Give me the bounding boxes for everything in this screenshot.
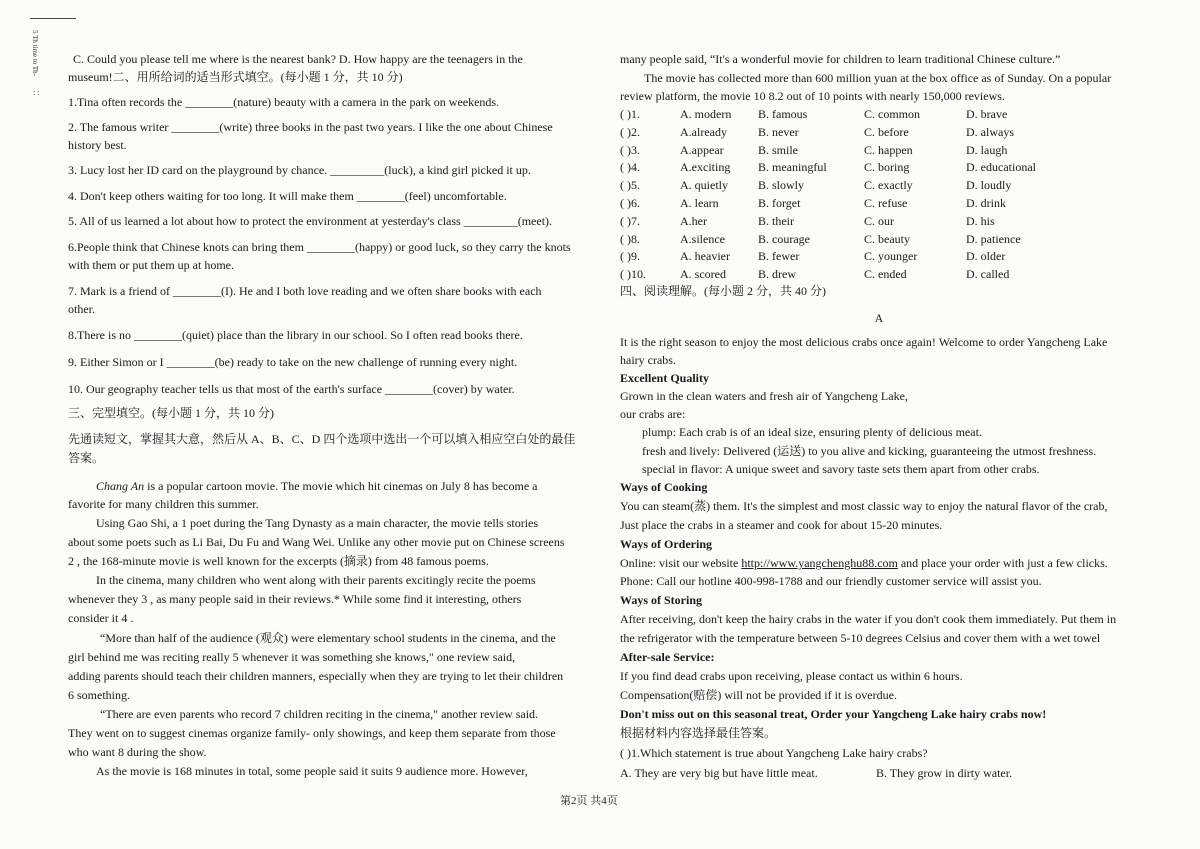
fill-q6-cont: with them or put them up at home. [68, 258, 234, 272]
fill-q9: 9. Either Simon or I ________(be) ready to take on the new challenge of running every night. [68, 355, 518, 369]
passage-cont-l2: The movie has collected more than 600 million yuan at the box office as of Sunday. On a popular [644, 71, 1112, 85]
option-a[interactable]: A.exciting [680, 160, 731, 175]
passage-p2-l1: Using Gao Shi, a 1 poet during the Tang Dynasty as a main character, the movie tells stories [96, 516, 539, 530]
section3-instruction-cont: 答案。 [68, 451, 105, 465]
cooking-l2: Just place the crabs in a steamer and cook for about 15-20 minutes. [620, 518, 943, 532]
passage-p4-l1: “More than half of the audience (观众) were elementary school students in the cinema, and the [100, 631, 556, 645]
option-a[interactable]: A. heavier [680, 249, 730, 264]
heading-after-sale: After-sale Service: [620, 650, 715, 664]
passage-p2-l2: about some poets such as Li Bai, Du Fu and Wang Wei. Unlike any other movie put on Chinese screens [68, 535, 565, 549]
option-d[interactable]: D. brave [966, 107, 1008, 121]
fill-q7: 7. Mark is a friend of ________(I). He and I both love reading and we often share books with each [68, 284, 542, 298]
heading-cooking: Ways of Cooking [620, 480, 708, 494]
answer-blank[interactable]: ( )2. [620, 124, 640, 139]
section4-letter: A [874, 311, 884, 325]
passage-p2-l3: 2 , the 168-minute movie is well known for the excerpts (摘录) from 48 famous poems. [68, 554, 489, 568]
passage-p5-l2: They went on to suggest cinemas organize family- only showings, and keep them separate from those [68, 726, 556, 740]
website-link[interactable]: http://www.yangchenghu88.com [741, 556, 898, 570]
option-b[interactable]: B. smile [758, 142, 799, 157]
passage-p4-l2: girl behind me was reciting really 5 whenever it was something she knows," one review said, [68, 650, 516, 664]
reading-q1-option-a: A. They are very big but have little meat. [620, 766, 818, 780]
fill-q3: 3. Lucy lost her ID card on the playground by chance. _________(luck), a kind girl picked it up. [68, 163, 531, 177]
heading-storing: Ways of Storing [620, 593, 703, 607]
option-c[interactable]: C. ended [864, 267, 907, 282]
passage-cont-l1: many people said, “It's a wonderful movie for children to learn traditional Chinese culture.” [620, 52, 1061, 66]
page-footer: 第2页 共4页 [560, 795, 618, 807]
quality-item-flavor: special in flavor: A unique sweet and savory taste sets them apart from other crabs. [642, 462, 1040, 476]
fill-q10: 10. Our geography teacher tells us that most of the earth's surface ________(cover) by water. [68, 382, 515, 396]
option-b[interactable]: B. famous [758, 107, 808, 121]
fill-q6: 6.People think that Chinese knots can bring them ________(happy) or good luck, so they carry the knots [68, 240, 571, 254]
option-d[interactable]: D. drink [966, 196, 1006, 210]
reading-q1-option-b: B. They grow in dirty water. [876, 766, 1013, 780]
ordering-online-post: and place your order with just a few clicks. [897, 556, 1108, 570]
answer-blank[interactable]: ( )10. [620, 267, 646, 282]
reading-instruction: 根据材料内容选择最佳答案。 [620, 726, 777, 740]
option-c[interactable]: C. exactly [864, 178, 913, 193]
ordering-online [620, 556, 1108, 571]
option-c[interactable]: C. before [864, 124, 909, 139]
storing-l1: After receiving, don't keep the hairy crabs in the water if you don't cook them immediately. Put them in [620, 612, 1117, 626]
storing-l2: the refrigerator with the temperature between 5-10 degrees Celsius and cover them with a wet towel [620, 631, 1101, 645]
option-line-cd: C. Could you please tell me where is the nearest bank? D. How happy are the teenagers in the [73, 52, 523, 66]
ordering-phone: Phone: Call our hotline 400-998-1788 and our friendly customer service will assist you. [620, 574, 1042, 588]
answer-blank[interactable]: ( )6. [620, 196, 640, 210]
option-a[interactable]: A. learn [680, 196, 719, 210]
passage-p3-l3: consider it 4 . [68, 611, 134, 625]
fill-q2: 2. The famous writer ________(write) three books in the past two years. I like the one about Chinese [68, 120, 553, 134]
section3-instruction: 先通读短文，掌握其大意，然后从 A、B、C、D 四个选项中选出一个可以填入相应空白处的最佳 [68, 432, 576, 446]
option-b[interactable]: B. slowly [758, 178, 805, 193]
option-c[interactable]: C. beauty [864, 231, 910, 246]
section3-heading: 三、完型填空。(每小题 1 分，共 10 分) [68, 406, 274, 420]
answer-blank[interactable]: ( )9. [620, 249, 640, 264]
quality-l2: our crabs are: [620, 407, 686, 421]
option-d[interactable]: D. laugh [966, 142, 1008, 157]
quality-item-plump: plump: Each crab is of an ideal size, ensuring plenty of delicious meat. [642, 425, 982, 439]
reading-q1: ( )1.Which statement is true about Yangcheng Lake hairy crabs? [620, 746, 928, 760]
reading-intro-l1: It is the right season to enjoy the most delicious crabs once again! Welcome to order Yangcheng Lake [620, 335, 1108, 349]
movie-title: Chang An [96, 479, 145, 493]
section2-heading: museum!二、用所给词的适当形式填空。(每小题 1 分，共 10 分) [68, 70, 403, 84]
option-a[interactable]: A. scored [680, 267, 726, 282]
option-d[interactable]: D. always [966, 124, 1014, 139]
option-d[interactable]: D. educational [966, 160, 1036, 175]
option-c[interactable]: C. common [864, 107, 920, 121]
fill-q8: 8.There is no ________(quiet) place than the library in our school. So I often read books there. [68, 328, 523, 342]
margin-note: 5 Th time to Th- [30, 30, 39, 77]
option-b[interactable]: B. their [758, 213, 794, 228]
passage-p4-l3: adding parents should teach their children manners, especially when they are trying to let their children [68, 669, 564, 683]
reading-intro-l2: hairy crabs. [620, 353, 676, 367]
after-l1: If you find dead crabs upon receiving, please contact us within 6 hours. [620, 669, 963, 683]
passage-p3-l1: In the cinema, many children who went along with their parents excitingly recite the poems [96, 573, 536, 587]
option-a[interactable]: A. quietly [680, 178, 728, 193]
option-c[interactable]: C. happen [864, 142, 913, 157]
passage-p1-line2: favorite for many children this summer. [68, 497, 259, 511]
cooking-l1: You can steam(蒸) them. It's the simplest and most classic way to enjoy the natural flavor of the crab, [620, 499, 1108, 513]
answer-blank[interactable]: ( )1. [620, 107, 640, 121]
answer-blank[interactable]: ( )8. [620, 231, 640, 246]
answer-blank[interactable]: ( )4. [620, 160, 640, 175]
option-c[interactable]: C. our [864, 213, 894, 228]
option-b[interactable]: B. fewer [758, 249, 800, 264]
heading-ordering: Ways of Ordering [620, 537, 712, 551]
section4-heading: 四、阅读理解。(每小题 2 分，共 40 分) [620, 284, 826, 298]
fill-q5: 5. All of us learned a lot about how to protect the environment at yesterday's class _________(meet). [68, 214, 553, 228]
option-d[interactable]: D. his [966, 213, 995, 228]
answer-blank[interactable]: ( )5. [620, 178, 640, 193]
ordering-online-pre: Online: visit our website [620, 556, 742, 570]
option-b[interactable]: B. courage [758, 231, 810, 246]
heading-quality: Excellent Quality [620, 371, 709, 385]
passage-p1-text: is a popular cartoon movie. The movie which hit cinemas on July 8 has become a [144, 479, 538, 493]
passage-p5-l1: “There are even parents who record 7 children reciting in the cinema," another review said. [100, 707, 539, 721]
fill-q7-cont: other. [68, 302, 95, 316]
option-b[interactable]: B. never [758, 124, 799, 139]
passage-p4-l4: 6 something. [68, 688, 130, 702]
option-a[interactable]: A.already [680, 124, 727, 139]
quality-l1: Grown in the clean waters and fresh air of Yangcheng Lake, [620, 389, 908, 403]
option-d[interactable]: D. older [966, 249, 1006, 264]
quality-item-fresh: fresh and lively: Delivered (运送) to you alive and kicking, guaranteeing the utmost freshness. [642, 444, 1097, 458]
option-b[interactable]: B. drew [758, 267, 796, 282]
option-a[interactable]: A.silence [680, 231, 725, 246]
fill-q2-cont: history best. [68, 138, 127, 152]
answer-blank[interactable]: ( )7. [620, 213, 640, 228]
passage-p3-l2: whenever they 3 , as many people said in their reviews.* While some find it interesting, others [68, 592, 522, 606]
option-a[interactable]: A.her [680, 213, 707, 228]
margin-dots: : : [33, 88, 40, 97]
option-c[interactable]: C. boring [864, 160, 910, 175]
passage-cont-l3: review platform, the movie 10 8.2 out of 10 points with nearly 150,000 reviews. [620, 89, 1005, 103]
passage-p1 [96, 479, 537, 494]
after-l2: Compensation(赔偿) will not be provided if it is overdue. [620, 688, 897, 702]
passage-p6-l1: As the movie is 168 minutes in total, some people said it suits 9 audience more. However, [96, 764, 528, 778]
option-a[interactable]: A. modern [680, 107, 732, 121]
option-b[interactable]: B. meaningful [758, 160, 827, 175]
margin-rule [30, 18, 76, 19]
option-d[interactable]: D. called [966, 267, 1010, 282]
answer-blank[interactable]: ( )3. [620, 142, 640, 157]
option-c[interactable]: C. younger [864, 249, 918, 264]
option-b[interactable]: B. forget [758, 196, 801, 210]
fill-q1: 1.Tina often records the ________(nature) beauty with a camera in the park on weekends. [68, 95, 500, 109]
closing-line: Don't miss out on this seasonal treat, Order your Yangcheng Lake hairy crabs now! [620, 707, 1047, 721]
option-a[interactable]: A.appear [680, 142, 724, 157]
option-d[interactable]: D. loudly [966, 178, 1012, 193]
option-d[interactable]: D. patience [966, 231, 1021, 246]
fill-q4: 4. Don't keep others waiting for too long. It will make them ________(feel) uncomfortable. [68, 189, 507, 203]
passage-p5-l3: who want 8 during the show. [68, 745, 207, 759]
option-c[interactable]: C. refuse [864, 196, 908, 210]
